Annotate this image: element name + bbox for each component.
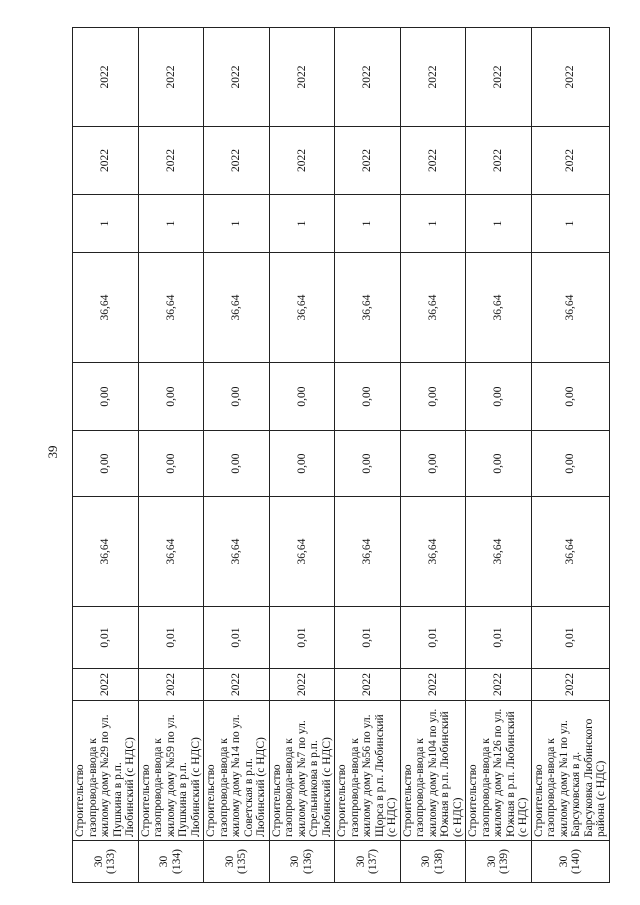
row-cell-1: 0,01	[400, 607, 466, 669]
row-year-end: 2022	[466, 28, 532, 127]
row-year: 2022	[531, 669, 609, 701]
row-cell-4: 0,00	[335, 363, 401, 431]
row-year-start: 2022	[269, 127, 335, 195]
row-cell-6: 1	[400, 195, 466, 253]
row-cell-3: 0,00	[138, 431, 204, 497]
row-cell-6: 1	[204, 195, 270, 253]
row-index: 30 (138)	[400, 841, 466, 883]
row-cell-2: 36,64	[73, 497, 139, 607]
row-cell-6: 1	[138, 195, 204, 253]
row-cell-3: 0,00	[269, 431, 335, 497]
row-cell-6: 1	[73, 195, 139, 253]
row-year-end: 2022	[204, 28, 270, 127]
row-cell-5: 36,64	[531, 253, 609, 363]
row-year-end: 2022	[73, 28, 139, 127]
row-year-start: 2022	[335, 127, 401, 195]
row-year-start: 2022	[73, 127, 139, 195]
row-cell-2: 36,64	[204, 497, 270, 607]
row-description: Строительство газопровода-ввода к жилому дому №59 по ул. Пушкина в р.п. Любинский (с НДС)	[138, 701, 204, 841]
row-cell-3: 0,00	[335, 431, 401, 497]
row-year-start: 2022	[531, 127, 609, 195]
table-row	[73, 28, 139, 883]
row-cell-1: 0,01	[204, 607, 270, 669]
row-description: Строительство газопровода-ввода к жилому дому №104 по ул. Южная в р.п. Любинский (с НДС)	[400, 701, 466, 841]
row-cell-1: 0,01	[335, 607, 401, 669]
row-cell-2: 36,64	[400, 497, 466, 607]
table-row	[269, 28, 335, 883]
row-cell-6: 1	[531, 195, 609, 253]
row-cell-2: 36,64	[138, 497, 204, 607]
row-year-start: 2022	[400, 127, 466, 195]
row-cell-4: 0,00	[531, 363, 609, 431]
row-year-end: 2022	[531, 28, 609, 127]
row-year: 2022	[466, 669, 532, 701]
row-year: 2022	[138, 669, 204, 701]
table-row	[531, 28, 609, 883]
data-table	[72, 27, 610, 883]
row-cell-1: 0,01	[138, 607, 204, 669]
row-cell-1: 0,01	[269, 607, 335, 669]
row-cell-5: 36,64	[400, 253, 466, 363]
row-cell-6: 1	[335, 195, 401, 253]
table-row	[138, 28, 204, 883]
row-description: Строительство газопровода-ввода к жилому дому №1 по ул. Барсуковская в д. Барсуковка Любинского района (с НДС)	[531, 701, 609, 841]
row-cell-3: 0,00	[466, 431, 532, 497]
row-cell-6: 1	[466, 195, 532, 253]
row-year-start: 2022	[204, 127, 270, 195]
row-cell-3: 0,00	[204, 431, 270, 497]
row-cell-3: 0,00	[73, 431, 139, 497]
row-index: 30 (135)	[204, 841, 270, 883]
row-cell-3: 0,00	[531, 431, 609, 497]
row-index: 30 (140)	[531, 841, 609, 883]
table-container	[72, 28, 607, 883]
row-cell-4: 0,00	[138, 363, 204, 431]
row-cell-4: 0,00	[400, 363, 466, 431]
row-cell-2: 36,64	[269, 497, 335, 607]
row-cell-5: 36,64	[73, 253, 139, 363]
row-description: Строительство газопровода-ввода к жилому дому №56 по ул. Щорса в р.п. Любинский (с НДС)	[335, 701, 401, 841]
page-number: 39	[45, 445, 60, 459]
row-cell-5: 36,64	[138, 253, 204, 363]
row-year-end: 2022	[269, 28, 335, 127]
row-year-end: 2022	[138, 28, 204, 127]
row-index: 30 (134)	[138, 841, 204, 883]
table-row	[335, 28, 401, 883]
row-cell-3: 0,00	[400, 431, 466, 497]
row-description: Строительство газопровода-ввода к жилому дому №14 по ул. Советская в р.п. Любинский (с НДС)	[204, 701, 270, 841]
row-cell-1: 0,01	[73, 607, 139, 669]
table-row	[400, 28, 466, 883]
row-year-start: 2022	[138, 127, 204, 195]
row-cell-5: 36,64	[335, 253, 401, 363]
row-index: 30 (137)	[335, 841, 401, 883]
row-year: 2022	[269, 669, 335, 701]
row-cell-5: 36,64	[466, 253, 532, 363]
row-cell-2: 36,64	[531, 497, 609, 607]
row-cell-1: 0,01	[466, 607, 532, 669]
row-year: 2022	[335, 669, 401, 701]
row-cell-2: 36,64	[466, 497, 532, 607]
row-year-end: 2022	[335, 28, 401, 127]
row-year-start: 2022	[466, 127, 532, 195]
row-cell-1: 0,01	[531, 607, 609, 669]
row-index: 30 (139)	[466, 841, 532, 883]
row-year: 2022	[204, 669, 270, 701]
row-cell-5: 36,64	[204, 253, 270, 363]
row-cell-6: 1	[269, 195, 335, 253]
row-cell-4: 0,00	[466, 363, 532, 431]
row-description: Строительство газопровода-ввода к жилому дому №29 по ул. Пушкина в р.п. Любинский (с НДС)	[73, 701, 139, 841]
row-year: 2022	[73, 669, 139, 701]
row-cell-4: 0,00	[73, 363, 139, 431]
row-cell-5: 36,64	[269, 253, 335, 363]
table-row	[204, 28, 270, 883]
row-index: 30 (133)	[73, 841, 139, 883]
row-index: 30 (136)	[269, 841, 335, 883]
row-year-end: 2022	[400, 28, 466, 127]
row-description: Строительство газопровода-ввода к жилому дому №7 по ул. Стрельникова в р.п. Любинский (с НДС)	[269, 701, 335, 841]
row-cell-4: 0,00	[269, 363, 335, 431]
row-description: Строительство газопровода-ввода к жилому дому №126 по ул. Южная в р.п. Любинский (с НДС)	[466, 701, 532, 841]
row-cell-4: 0,00	[204, 363, 270, 431]
row-year: 2022	[400, 669, 466, 701]
row-cell-2: 36,64	[335, 497, 401, 607]
table-row	[466, 28, 532, 883]
